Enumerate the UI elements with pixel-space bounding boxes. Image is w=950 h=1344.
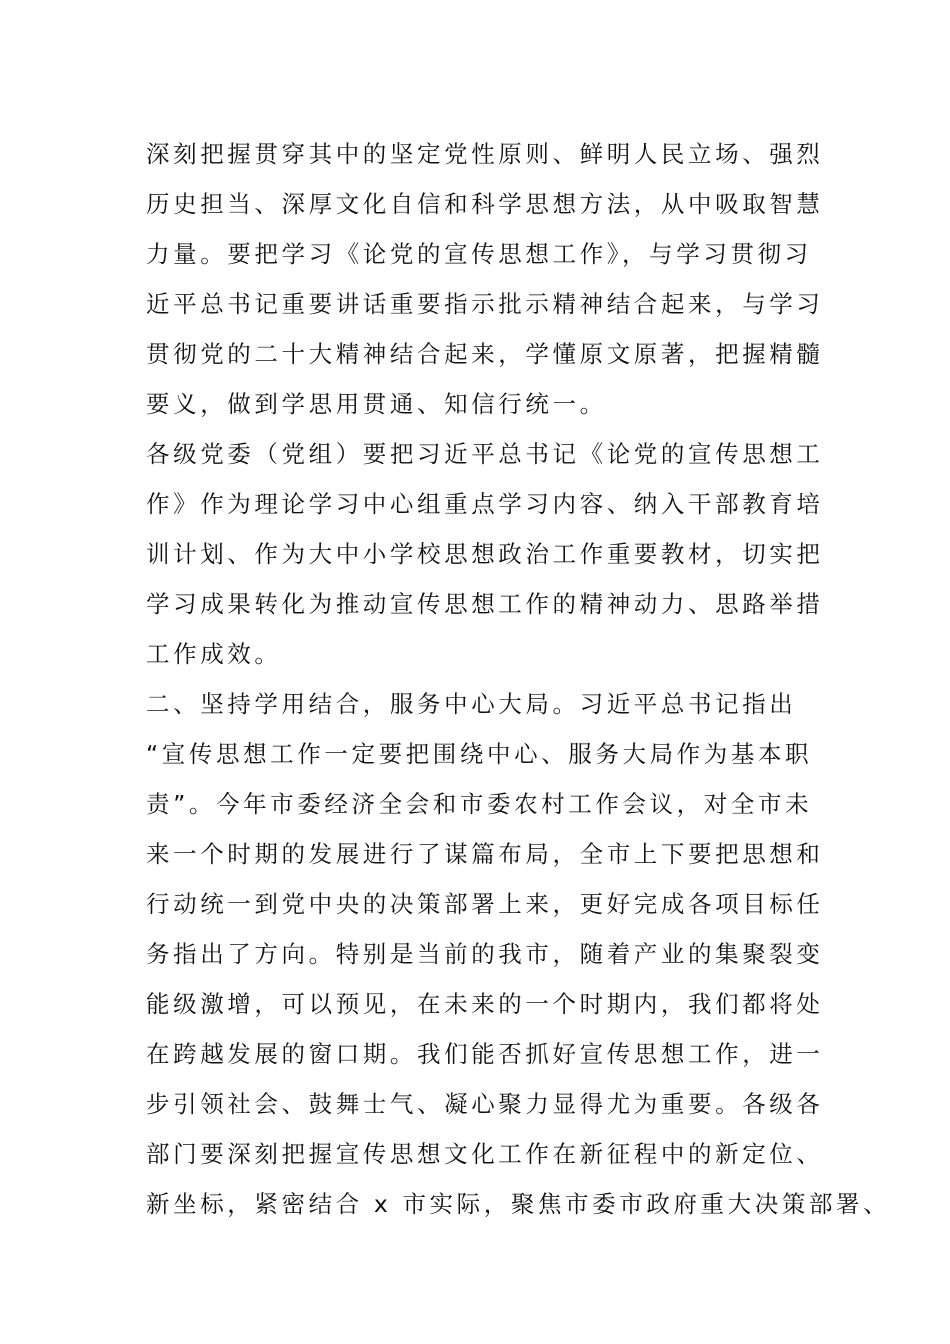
- text-line-15: 来一个时期的发展进行了谋篇布局，全市上下要把思想和: [146, 840, 824, 868]
- text-line-14: 责”。今年市委经济全会和市委农村工作会议，对全市未: [146, 790, 813, 818]
- text-line-17: 务指出了方向。特别是当前的我市，随着产业的集聚裂变: [146, 940, 824, 968]
- text-line-12: 二、坚持学用结合，服务中心大局。习近平总书记指出: [146, 690, 797, 718]
- text-line-10: 学习成果转化为推动宣传思想工作的精神动力、思路举措: [146, 590, 824, 618]
- text-line-7: 各级党委（党组）要把习近平总书记《论党的宣传思想工: [146, 440, 824, 468]
- text-line-21: 部门要深刻把握宣传思想文化工作在新征程中的新定位、: [146, 1140, 824, 1168]
- text-line-18: 能级激增，可以预见，在未来的一个时期内，我们都将处: [146, 990, 824, 1018]
- text-line-13: “宣传思想工作一定要把围绕中心、服务大局作为基本职: [146, 740, 813, 768]
- text-line-4: 近平总书记重要讲话重要指示批示精神结合起来，与学习: [146, 290, 824, 318]
- text-line-8: 作》作为理论学习中心组重点学习内容、纳入干部教育培: [146, 490, 824, 518]
- text-line-19: 在跨越发展的窗口期。我们能否抓好宣传思想工作，进一: [146, 1040, 824, 1068]
- text-line-2: 历史担当、深厚文化自信和科学思想方法，从中吸取智慧: [146, 190, 824, 218]
- text-line-22: 新坐标，紧密结合 x 市实际，聚焦市委市政府重大决策部署、: [146, 1190, 891, 1218]
- text-line-3: 力量。要把学习《论党的宣传思想工作》，与学习贯彻习: [146, 240, 812, 268]
- text-line-20: 步引领社会、鼓舞士气、凝心聚力显得尤为重要。各级各: [146, 1090, 824, 1118]
- text-line-9: 训计划、作为大中小学校思想政治工作重要教材，切实把: [146, 540, 824, 568]
- text-line-16: 行动统一到党中央的决策部署上来，更好完成各项目标任: [146, 890, 824, 918]
- text-line-5: 贯彻党的二十大精神结合起来，学懂原文原著，把握精髓: [146, 340, 824, 368]
- text-line-11: 工作成效。: [146, 640, 282, 668]
- body-text: [146, 129, 891, 1229]
- text-line-1: 深刻把握贯穿其中的坚定党性原则、鲜明人民立场、强烈: [146, 140, 824, 168]
- text-line-6: 要义，做到学思用贯通、知信行统一。: [146, 390, 607, 418]
